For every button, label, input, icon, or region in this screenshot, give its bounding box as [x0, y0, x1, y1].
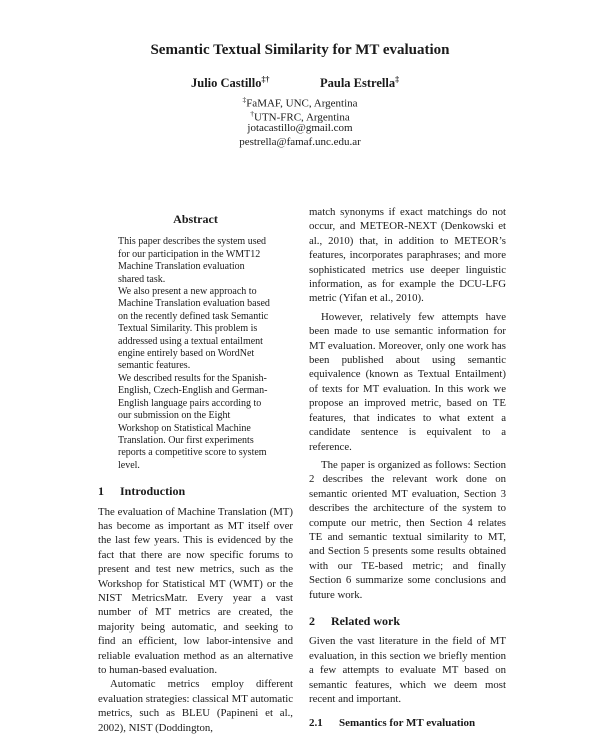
- author-1-name: Julio Castillo: [191, 76, 262, 91]
- author-1-marks: ‡†: [261, 75, 270, 84]
- author-2-marks: ‡: [395, 75, 400, 84]
- affiliation-1-mark: ‡: [242, 95, 247, 104]
- author-2-name: Paula Estrella: [320, 76, 396, 91]
- abstract-paragraph: We also present a new approach to Machine Translation evaluation based on the recently defined task Semantic Textual Similarity. This problem is addressed using a textual entailment engine entirely based on WordNet semantic features.: [118, 286, 270, 372]
- abstract-heading: Abstract: [173, 212, 218, 226]
- body-paragraph: The paper is organized as follows: Section 2 describes the relevant work done on semantic oriented MT evaluation, Section 3 describes the architecture of the system to compute our metric, then Section 4 relates TE and semantic textual similarity to MT, and Section 5 presents some results obtained with our TE-based metric; and finally Section 6 summarize some conclusions and future work.: [309, 458, 506, 601]
- abstract-body: [118, 236, 273, 472]
- email-2: pestrella@famaf.unc.edu.ar: [239, 136, 361, 148]
- section-number: 2: [309, 613, 315, 628]
- affiliation-2-text: UTN-FRC, Argentina: [254, 111, 350, 124]
- affiliation-1-text: FaMAF, UNC, Argentina: [246, 97, 358, 110]
- subsection-title: Semantics for MT evaluation: [339, 717, 476, 730]
- right-column: [309, 205, 506, 735]
- section-title: Introduction: [120, 484, 186, 499]
- subsection-heading-semantics: [309, 716, 506, 730]
- author-list: [0, 75, 600, 95]
- abstract-paragraph: We described results for the Spanish-English, Czech-English and German-English language pairs according to our submission on the Eight Workshop on Statistical Machine Translation. Our first experiments reports a competitive score to system level.: [118, 372, 268, 471]
- left-column: [98, 212, 293, 735]
- body-paragraph: The evaluation of Machine Translation (MT) has become as important as MT itself over the last few years. This is evidenced by the fact that there are now specific forums to present and test new metrics, such as the Workshop for Statistical MT (WMT) or the NIST MetricsMatr. Every year a vast number of MT metrics are created, the majority being automatic, and seeking to find an efficient, low labor-intensive and reliable evaluation method as an alternative to human-based evaluation.: [98, 505, 293, 676]
- subsection-number: 2.1: [309, 717, 323, 730]
- affiliation-2-mark: †: [250, 109, 254, 118]
- email-1: jotacastillo@gmail.com: [247, 122, 353, 134]
- body-paragraph: match synonyms if exact matchings do not occur, and METEOR-NEXT (Denkowski et al., 2010) that, in addition to METEOR’s features, incorporates paraphrases; and more sophisticated metrics use deeper linguistic information, as for example the DCU-LFG metric (Yifan et al., 2010).: [309, 206, 506, 305]
- section-number: 1: [98, 484, 104, 499]
- body-paragraph: Given the vast literature in the field of MT evaluation, in this section we briefly mention a few attempts to evaluate MT based on semantic features, which we deem most recent and important.: [309, 635, 506, 705]
- paper-title: Semantic Textual Similarity for MT evaluation: [150, 42, 450, 58]
- section-title: Related work: [331, 613, 400, 628]
- abstract-paragraph: This paper describes the system used for our participation in the WMT12 Machine Translation evaluation shared task.: [118, 236, 267, 285]
- author-1: [191, 75, 270, 91]
- author-2: [320, 75, 399, 91]
- body-paragraph: However, relatively few attempts have been made to use semantic information for MT evaluation. Moreover, only one work has been published about using semantic equivalence (known as Textual Entailment) of texts for MT evaluation. In this work we propose an improved metric, based on TE features, that indicates to what extent a candidate sentence is equivalent to a reference.: [309, 310, 506, 453]
- body-paragraph: Automatic metrics employ different evaluation strategies: classical MT automatic metrics, such as BLEU (Papineni et al., 2002), NIST (Doddington,: [98, 678, 293, 734]
- section-heading-related-work: [309, 614, 506, 628]
- section-heading-introduction: [98, 484, 293, 498]
